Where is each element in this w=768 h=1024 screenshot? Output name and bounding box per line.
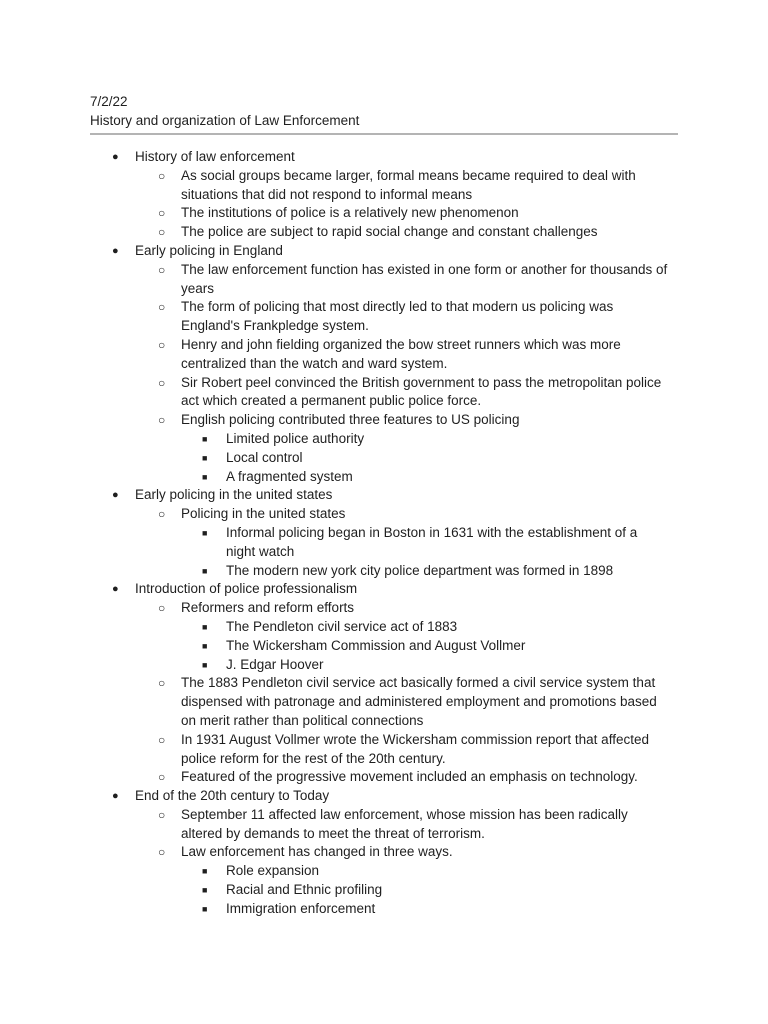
outline-item-text: Early policing in England [135, 242, 283, 258]
outline-item-level-1 [0, 242, 768, 261]
filled-circle-bullet-icon: ● [112, 583, 119, 596]
hollow-circle-bullet-icon: ○ [158, 168, 166, 183]
filled-circle-bullet-icon: ● [112, 244, 119, 257]
filled-circle-bullet-icon: ● [112, 790, 119, 803]
outline-item-text: The 1883 Pendleton civil service act basically formed a civil service system that dispensed with patronage and administered employment and promotions based on merit rather than political connections [181, 675, 657, 728]
hollow-circle-bullet-icon: ○ [158, 732, 166, 747]
hollow-circle-bullet-icon: ○ [158, 676, 166, 691]
square-bullet-icon: ■ [202, 565, 208, 576]
outline-item-level-2 [0, 411, 768, 430]
outline-item-text: Sir Robert peel convinced the British government to pass the metropolitan police act which created a permanent public police force. [181, 374, 662, 409]
outline-item-level-1 [0, 580, 768, 599]
hollow-circle-bullet-icon: ○ [158, 601, 166, 616]
outline-item-text: History of law enforcement [135, 149, 295, 164]
outline-item-text: The modern new york city police department was formed in 1898 [226, 562, 614, 578]
outline-item-level-2 [0, 223, 768, 242]
square-bullet-icon: ■ [202, 903, 208, 914]
outline-item-text: Introduction of police professionalism [135, 581, 358, 597]
outline-item-level-3 [0, 881, 768, 900]
outline-item-level-3 [0, 430, 768, 449]
outline-item-text: Law enforcement has changed in three ways. [181, 844, 453, 860]
outline-item-text: The form of policing that most directly led to that modern us policing was England's Frankpledge system. [181, 299, 614, 334]
bulleted-outline [0, 148, 768, 919]
filled-circle-bullet-icon: ● [112, 151, 119, 163]
outline-item-text: Featured of the progressive movement included an emphasis on technology. [181, 769, 638, 785]
outline-item-level-2 [0, 167, 768, 205]
outline-item-text: Policing in the united states [181, 506, 346, 522]
note-title: History and organization of Law Enforcement [90, 113, 360, 128]
outline-item-level-2 [0, 298, 768, 336]
outline-item-text: As social groups became larger, formal means became required to deal with situations that did not respond to informal means [181, 167, 636, 202]
hollow-circle-bullet-icon: ○ [158, 300, 166, 315]
filled-circle-bullet-icon: ● [112, 489, 119, 502]
square-bullet-icon: ■ [202, 433, 208, 444]
outline-item-level-3 [0, 862, 768, 881]
outline-item-level-1 [0, 148, 768, 167]
outline-item-level-2 [0, 204, 768, 223]
outline-item-text: Henry and john fielding organized the bow street runners which was more centralized than the watch and ward system. [181, 336, 621, 371]
outline-item-text: September 11 affected law enforcement, whose mission has been radically altered by demands to meet the threat of terrorism. [181, 806, 628, 841]
outline-item-text: English policing contributed three features to US policing [181, 412, 520, 428]
outline-item-level-3 [0, 449, 768, 468]
outline-item-text: Reformers and reform efforts [181, 600, 355, 616]
hollow-circle-bullet-icon: ○ [158, 507, 166, 522]
outline-item-level-3 [0, 562, 768, 581]
hollow-circle-bullet-icon: ○ [158, 206, 166, 221]
hollow-circle-bullet-icon: ○ [158, 225, 166, 240]
note-date: 7/2/22 [90, 94, 128, 109]
hollow-circle-bullet-icon: ○ [158, 375, 166, 390]
square-bullet-icon: ■ [202, 527, 208, 538]
outline-item-text: In 1931 August Vollmer wrote the Wickersham commission report that affected police reform for the rest of the 20th century. [181, 731, 649, 766]
outline-item-text: A fragmented system [226, 468, 353, 484]
outline-item-text: Local control [226, 449, 303, 465]
hollow-circle-bullet-icon: ○ [158, 807, 166, 822]
hollow-circle-bullet-icon: ○ [158, 337, 166, 352]
outline-item-level-3 [0, 524, 768, 562]
outline-item-level-2 [0, 261, 768, 299]
outline-item-text: The Pendleton civil service act of 1883 [226, 618, 458, 634]
outline-item-level-2 [0, 806, 768, 844]
outline-item-text: The police are subject to rapid social change and constant challenges [181, 224, 598, 240]
outline-item-text: Role expansion [226, 863, 320, 879]
outline-item-text: J. Edgar Hoover [226, 656, 324, 672]
outline-item-text: The institutions of police is a relatively new phenomenon [181, 205, 519, 221]
outline-item-text: Immigration enforcement [226, 900, 376, 916]
outline-item-level-3 [0, 618, 768, 637]
square-bullet-icon: ■ [202, 885, 208, 896]
outline-item-level-3 [0, 637, 768, 656]
outline-item-level-1 [0, 486, 768, 505]
hollow-circle-bullet-icon: ○ [158, 845, 166, 860]
outline-item-text: Early policing in the united states [135, 487, 333, 503]
header-divider [90, 133, 678, 135]
document-header [90, 92, 678, 135]
square-bullet-icon: ■ [202, 640, 208, 651]
outline-item-text: Informal policing began in Boston in 1631 with the establishment of a night watch [226, 524, 638, 559]
square-bullet-icon: ■ [202, 621, 208, 632]
square-bullet-icon: ■ [202, 452, 208, 463]
square-bullet-icon: ■ [202, 471, 208, 482]
outline-item-level-1 [0, 787, 768, 806]
outline-item-text: Racial and Ethnic profiling [226, 882, 383, 898]
outline-item-level-2 [0, 731, 768, 769]
outline-item-text: The Wickersham Commission and August Vollmer [226, 637, 526, 653]
hollow-circle-bullet-icon: ○ [158, 770, 166, 785]
outline-item-level-2 [0, 843, 768, 862]
outline-item-level-3 [0, 900, 768, 919]
hollow-circle-bullet-icon: ○ [158, 413, 166, 428]
square-bullet-icon: ■ [202, 866, 208, 877]
outline-item-level-2 [0, 505, 768, 524]
outline-item-level-2 [0, 768, 768, 787]
outline-item-level-2 [0, 599, 768, 618]
outline-item-text: End of the 20th century to Today [135, 788, 330, 804]
outline-item-level-2 [0, 374, 768, 412]
outline-item-level-2 [0, 674, 768, 730]
outline-item-level-3 [0, 656, 768, 675]
hollow-circle-bullet-icon: ○ [158, 262, 166, 277]
outline-item-text: The law enforcement function has existed in one form or another for thousands of years [181, 261, 668, 296]
square-bullet-icon: ■ [202, 659, 208, 670]
outline-item-level-3 [0, 468, 768, 487]
outline-item-text: Limited police authority [226, 430, 365, 446]
outline-item-level-2 [0, 336, 768, 374]
